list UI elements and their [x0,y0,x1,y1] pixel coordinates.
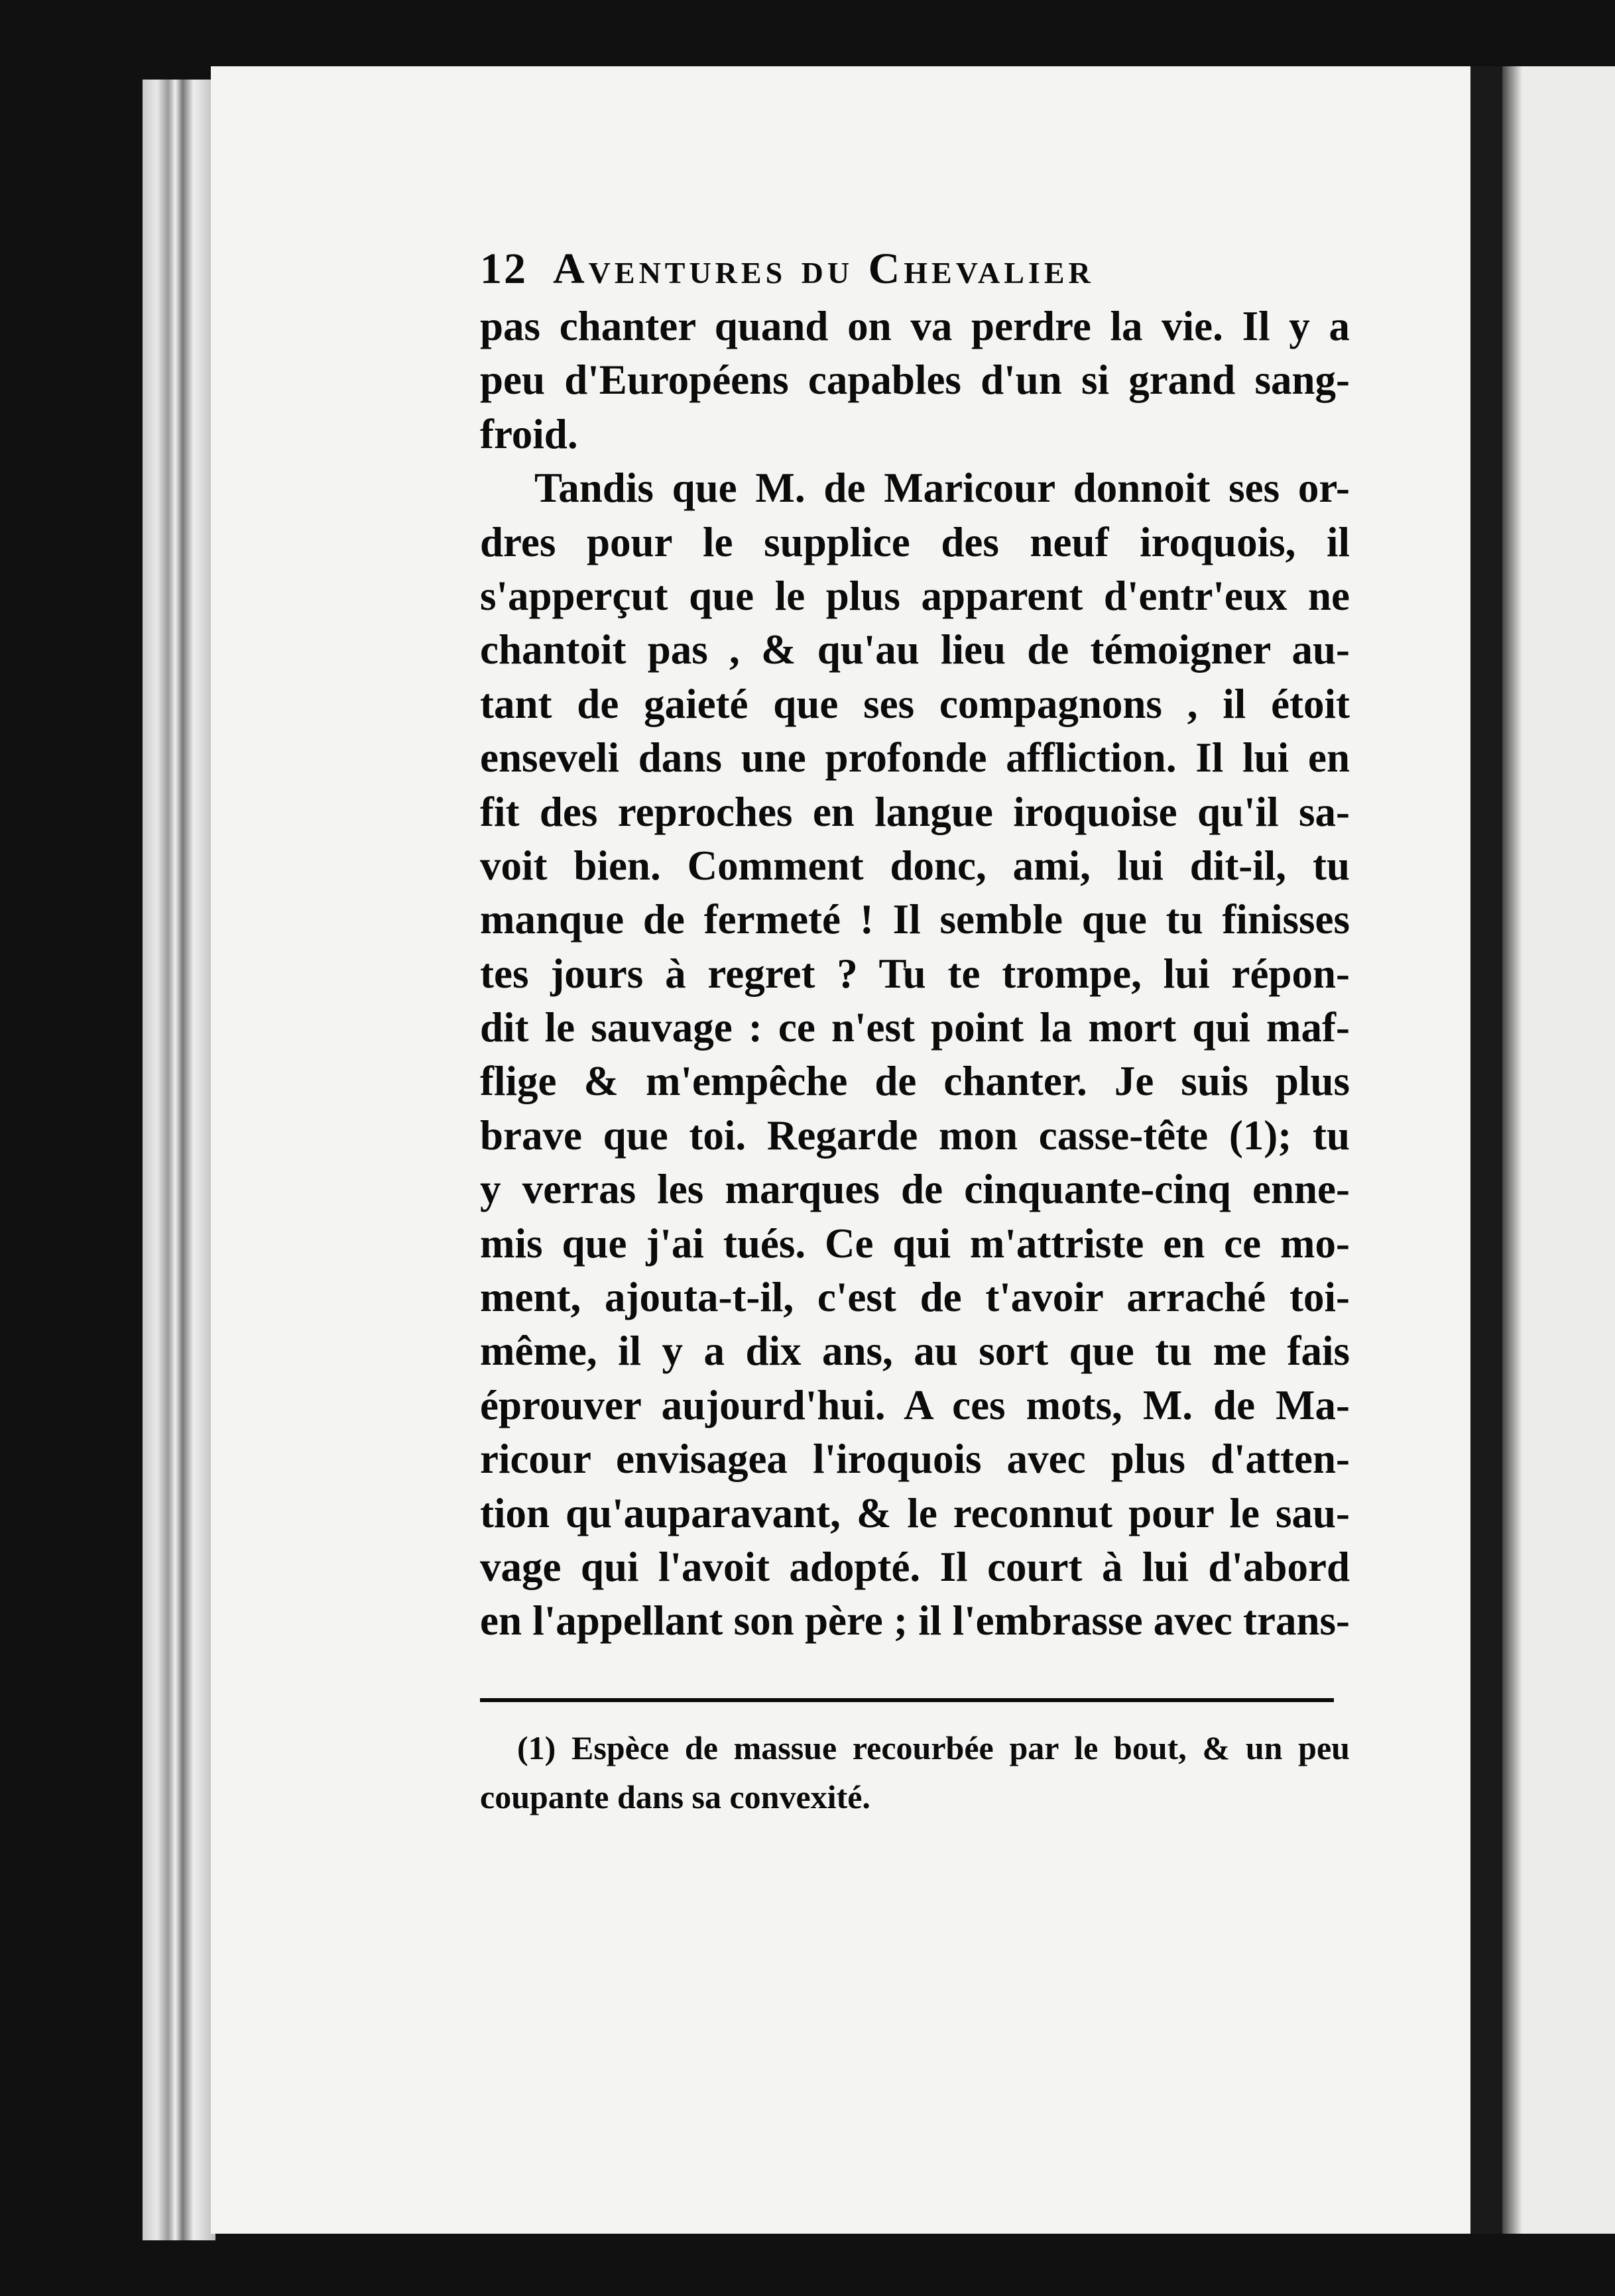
body-line: ricour envisagea l'iroquois avec plus d'atten- [480,1436,1350,1483]
body-line: y verras les marques de cinquante-cinq enne- [480,1166,1350,1213]
body-line: froid. [480,410,578,457]
footnote-rule [480,1698,1334,1702]
page-text-block [480,239,1350,1648]
body-line: brave que toi. Regarde mon casse-tête (1); tu [480,1112,1350,1159]
body-line: même, il y a dix ans, au sort que tu me fais [480,1328,1350,1375]
page-number: 12 [480,245,528,293]
body-line: ment, ajouta-t-il, c'est de t'avoir arraché toi- [480,1274,1350,1321]
body-line: mis que j'ai tués. Ce qui m'attriste en ce mo- [480,1220,1350,1267]
body-line: pas chanter quand on va perdre la vie. Il y a [480,303,1350,349]
book-spine [143,80,215,2240]
footnote-line: (1) Espèce de massue recourbée par le bout, & un peu [517,1729,1350,1766]
body-line: chantoit pas , & qu'au lieu de témoigner au- [480,626,1350,673]
body-line: éprouver aujourd'hui. A ces mots, M. de Ma- [480,1381,1350,1428]
running-head [480,239,1350,300]
body-line: enseveli dans une profonde affliction. Il lui en [480,734,1350,781]
footnote [480,1723,1350,1821]
facing-page-shadow [1502,66,1522,2234]
body-line: flige & m'empêche de chanter. Je suis plus [480,1058,1350,1105]
body-line: tant de gaieté que ses compagnons , il étoit [480,680,1350,727]
body-line: manque de fermeté ! Il semble que tu finisses [480,896,1350,943]
page-gutter [1470,66,1502,2234]
body-line: tes jours à regret ? Tu te trompe, lui répon- [480,950,1350,997]
body-line: en l'appellant son père ; il l'embrasse avec trans- [480,1597,1350,1644]
body-line: dit le sauvage : ce n'est point la mort qui maf- [480,1004,1350,1051]
body-line: s'apperçut que le plus apparent d'entr'eux ne [480,572,1350,619]
body-line: dres pour le supplice des neuf iroquois, il [480,518,1350,565]
running-head-title: Aventures du Chevalier [553,245,1095,293]
body-line: tion qu'auparavant, & le reconnut pour le sau- [480,1489,1350,1536]
body-line: vage qui l'avoit adopté. Il court à lui d'abord [480,1543,1350,1590]
body-line: peu d'Européens capables d'un si grand sang- [480,357,1350,404]
body-line: voit bien. Comment donc, ami, lui dit-il, tu [480,842,1350,889]
body-line: fit des reproches en langue iroquoise qu'il sa- [480,788,1350,835]
footnote-line: coupante dans sa convexité. [480,1778,870,1815]
body-line: Tandis que M. de Maricour donnoit ses or- [534,465,1350,512]
